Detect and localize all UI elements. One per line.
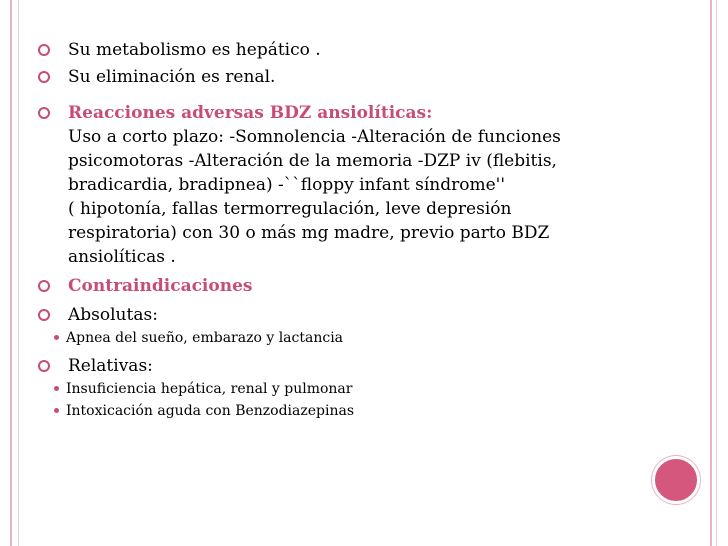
bullet-text: Absolutas:	[68, 305, 158, 325]
section-heading-contraindicaciones: Contraindicaciones	[68, 276, 253, 296]
reacciones-line: respiratoria) con 30 o más mg madre, previo parto BDZ	[68, 223, 550, 243]
bullet-eliminacion	[36, 65, 646, 89]
left-border-line	[10, 0, 12, 546]
reacciones-line: bradicardia, bradipnea) -``floppy infant síndrome''	[68, 175, 506, 195]
bullet-metabolismo	[36, 38, 646, 62]
ring-bullet-icon	[38, 309, 50, 321]
subitem-text: Insuficiencia hepática, renal y pulmonar	[66, 381, 353, 397]
bullet-reacciones-adversas	[36, 101, 646, 269]
right-border-line	[710, 0, 712, 546]
bullet-absolutas	[36, 303, 646, 327]
bullet-text: Su eliminación es renal.	[68, 67, 276, 87]
subitem-insuficiencia	[36, 378, 646, 400]
section-heading-reacciones: Reacciones adversas BDZ ansiolíticas:	[68, 103, 433, 123]
bullet-relativas	[36, 354, 646, 378]
bullet-text: Su metabolismo es hepático .	[68, 40, 321, 60]
reacciones-line: psicomotoras -Alteración de la memoria -DZP iv (flebitis,	[68, 151, 557, 171]
subitem-intoxicacion	[36, 400, 646, 422]
bullet-contraindicaciones	[36, 274, 646, 298]
reacciones-line: Uso a corto plazo: -Somnolencia -Alteración de funciones	[68, 127, 561, 147]
bullet-text: Relativas:	[68, 356, 153, 376]
ring-bullet-icon	[38, 71, 50, 83]
subitem-apnea	[36, 327, 646, 349]
slide-content	[36, 38, 646, 422]
ring-bullet-icon	[38, 44, 50, 56]
ring-bullet-icon	[38, 280, 50, 292]
ring-bullet-icon	[38, 360, 50, 372]
left-border-line-inner	[18, 0, 19, 546]
subitem-text: Intoxicación aguda con Benzodiazepinas	[66, 403, 355, 419]
reacciones-line: ( hipotonía, fallas termorregulación, leve depresión	[68, 199, 512, 219]
ring-bullet-icon	[38, 107, 50, 119]
dot-bullet-icon	[54, 335, 59, 340]
subitem-text: Apnea del sueño, embarazo y lactancia	[66, 330, 344, 346]
dot-bullet-icon	[54, 386, 59, 391]
right-border-line-inner	[716, 0, 717, 546]
reacciones-line: ansiolíticas .	[68, 247, 176, 267]
decorative-circle	[652, 456, 700, 504]
dot-bullet-icon	[54, 408, 59, 413]
